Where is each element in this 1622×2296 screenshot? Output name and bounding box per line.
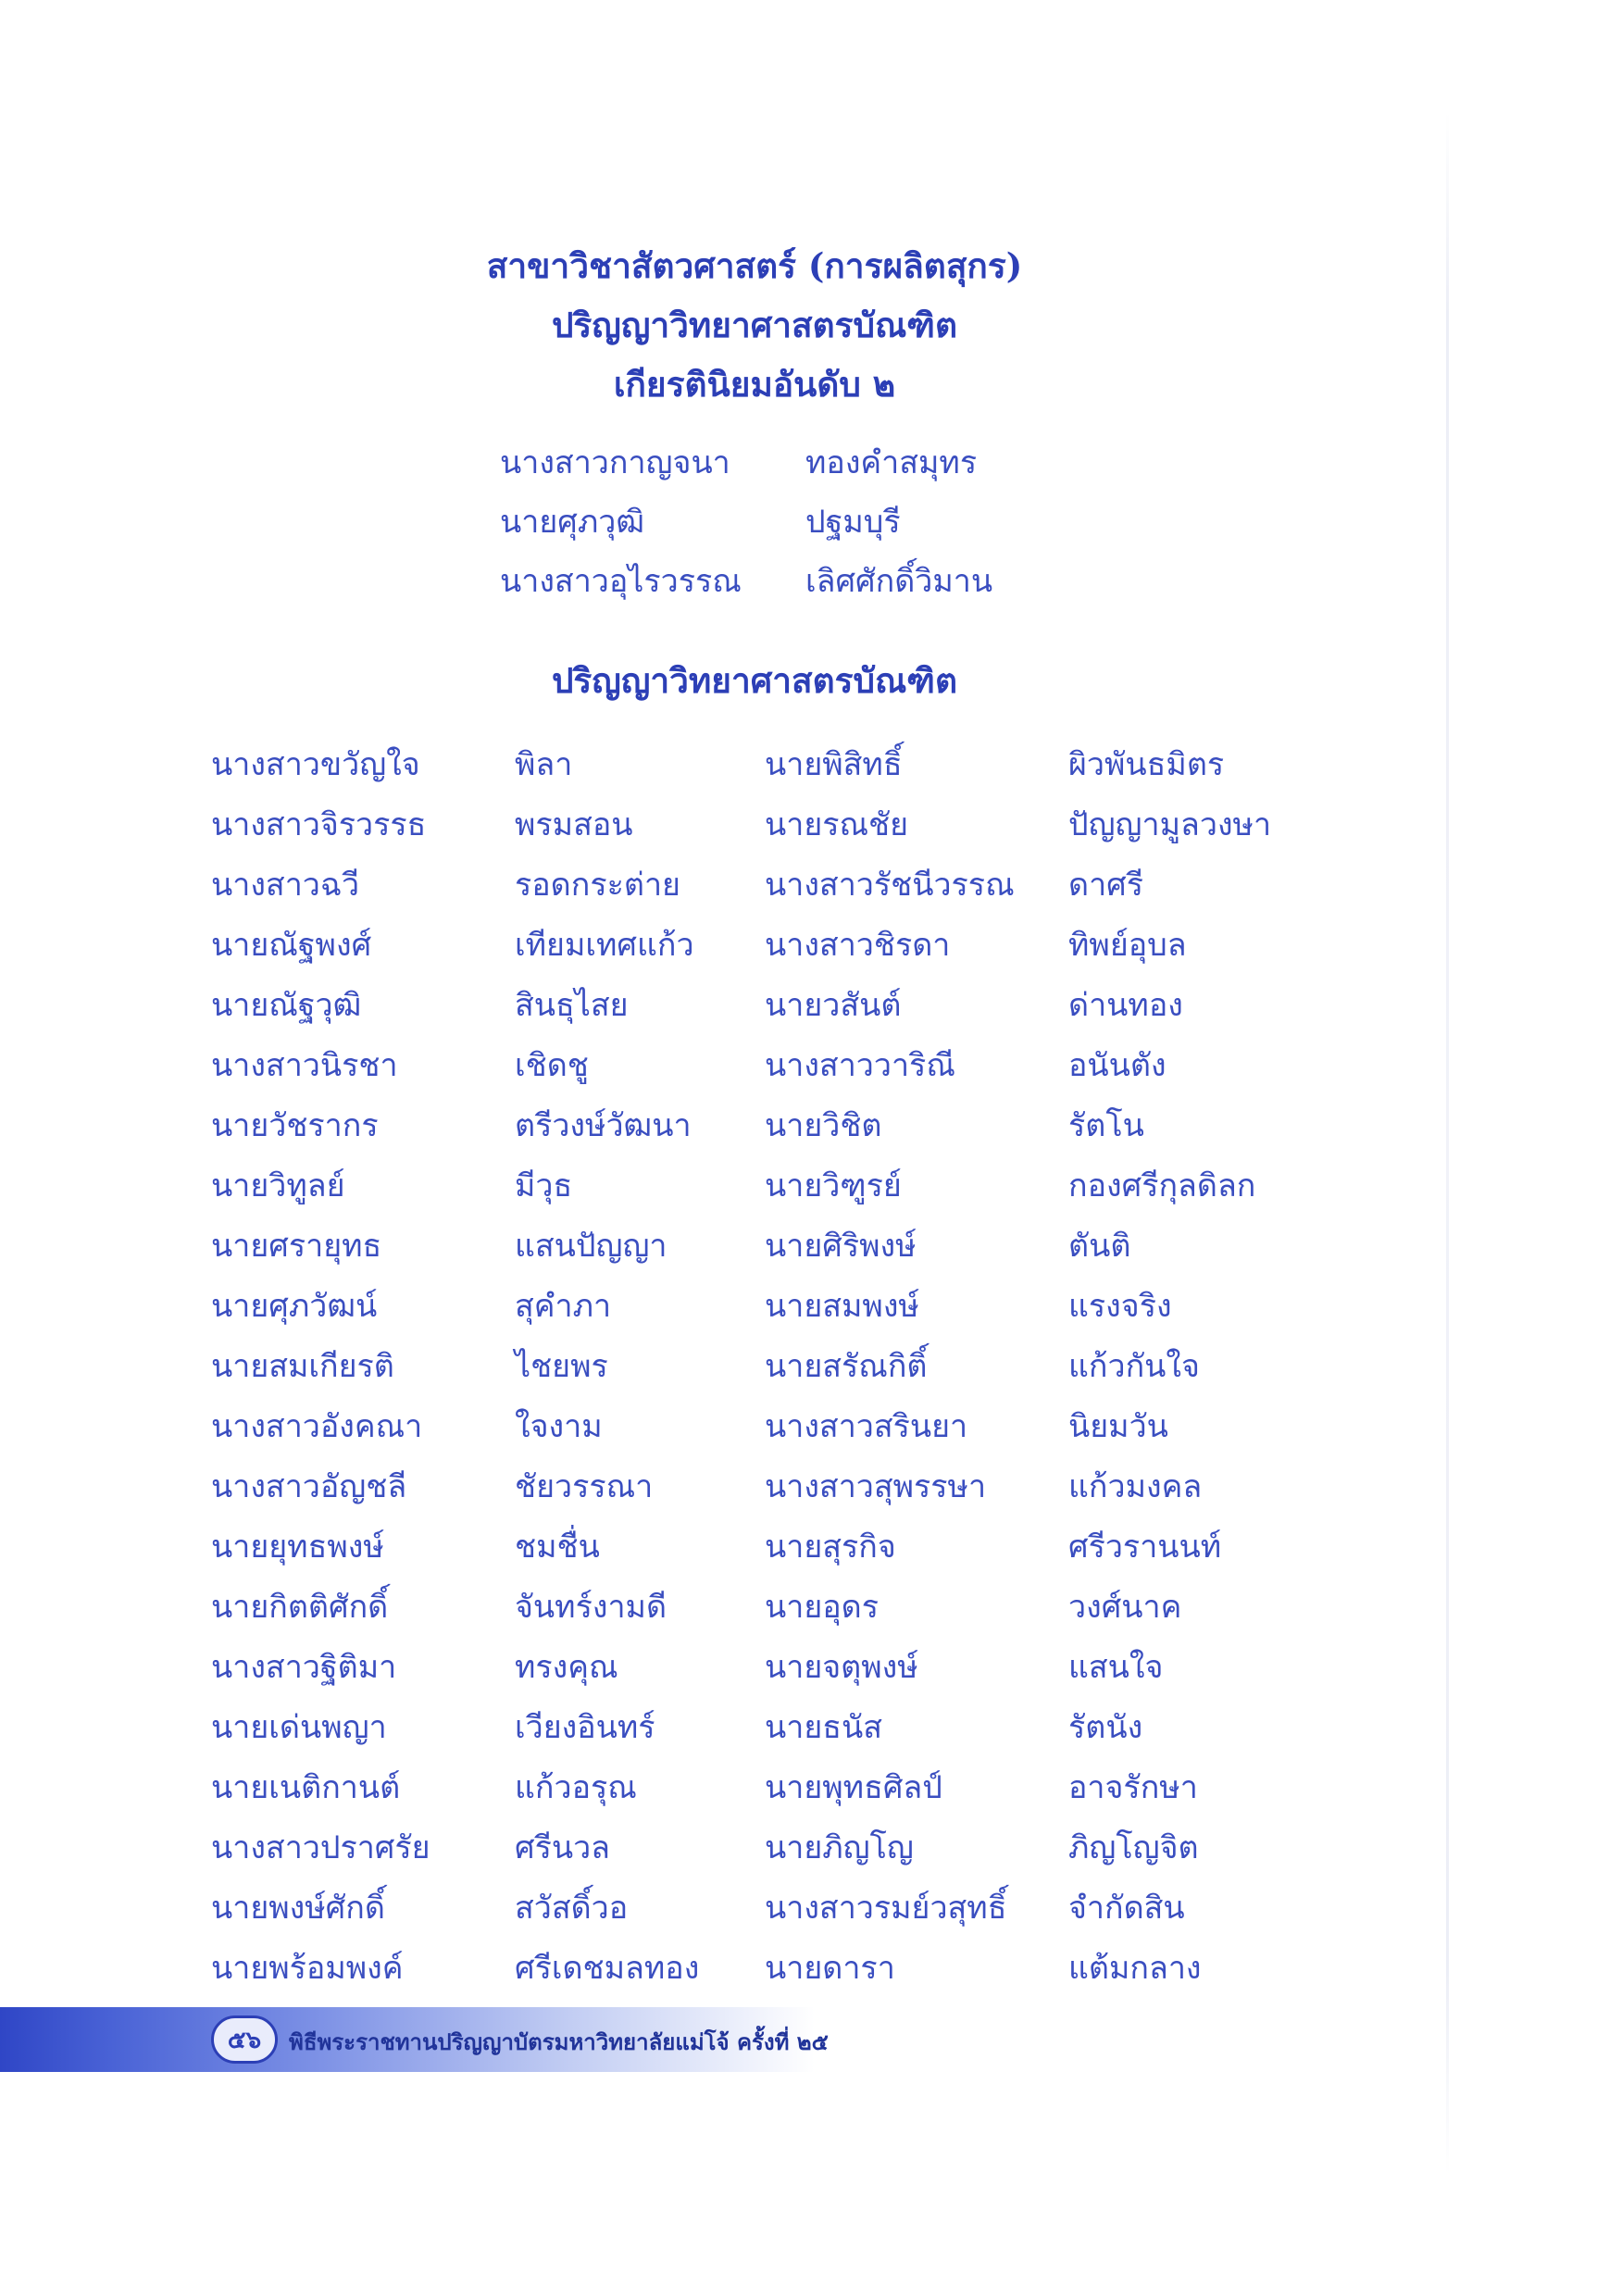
graduate-last-name: รอดกระต่าย (515, 867, 680, 904)
honor-heading: เกียรตินิยมอันดับ ๒ (613, 364, 896, 405)
graduate-first-name: นางสาวขวัญใจ (211, 746, 420, 783)
graduate-last-name: ทรงคุณ (515, 1649, 618, 1686)
graduate-first-name: นางสาวจิรวรรธ (211, 806, 427, 843)
graduate-list-right (765, 735, 1283, 1999)
graduate-row (765, 976, 1283, 1036)
graduate-last-name: พิลา (515, 746, 573, 783)
graduate-row (211, 1638, 730, 1698)
graduate-row (211, 1397, 730, 1457)
graduate-last-name: แก้วมงคล (1068, 1468, 1203, 1505)
graduate-last-name: เชิดชู (515, 1047, 589, 1084)
graduate-last-name: รัตโน (1068, 1107, 1144, 1144)
graduate-row (765, 916, 1283, 976)
graduate-last-name: ปัญญามูลวงษา (1068, 806, 1272, 843)
graduate-first-name: นายสุรกิจ (765, 1529, 896, 1566)
graduate-row (765, 1096, 1283, 1156)
graduate-first-name: นายสมเกียรติ (211, 1348, 394, 1385)
graduate-row (211, 1277, 730, 1337)
graduate-first-name: นายวิฑูรย์ (765, 1167, 902, 1204)
graduate-row (211, 1036, 730, 1096)
graduate-row (500, 433, 1055, 493)
graduate-row (765, 1939, 1283, 1999)
graduate-last-name: แสนใจ (1068, 1649, 1164, 1686)
graduate-first-name: นายวิชิต (765, 1107, 882, 1144)
major-heading: สาขาวิชาสัตวศาสตร์ (การผลิตสุกร) (486, 245, 1023, 286)
graduate-last-name: ผิวพันธมิตร (1068, 746, 1225, 783)
graduate-first-name: นายเนติกานต์ (211, 1769, 401, 1806)
graduate-last-name: ทิพย์อุบล (1068, 927, 1187, 964)
graduate-row (211, 795, 730, 855)
graduate-row (211, 976, 730, 1036)
graduate-first-name: นางสาวอังคณา (211, 1408, 423, 1445)
graduate-first-name: นายศุภวัฒน์ (211, 1288, 378, 1325)
honor-graduate-list (500, 433, 1055, 611)
graduate-row (211, 1096, 730, 1156)
graduate-first-name: นายภิญโญ (765, 1829, 914, 1866)
graduate-row (211, 1939, 730, 1999)
graduate-row (765, 1638, 1283, 1698)
graduate-first-name: นายสมพงษ์ (765, 1288, 919, 1325)
graduate-row (211, 855, 730, 916)
graduate-last-name: ศรีเดชมลทอง (515, 1950, 700, 1987)
graduate-first-name: นายพุทธศิลป์ (765, 1769, 942, 1806)
graduate-row (765, 1457, 1283, 1517)
graduate-first-name: นางสาวชิรดา (765, 927, 951, 964)
graduate-first-name: นายวิทูลย์ (211, 1167, 345, 1204)
graduate-last-name: เวียงอินทร์ (515, 1709, 655, 1746)
graduate-last-name: วงศ์นาค (1068, 1589, 1182, 1626)
graduate-first-name: นางสาวสุพรรษา (765, 1468, 987, 1505)
graduate-row (211, 916, 730, 976)
page-edge-shadow (1446, 111, 1449, 2176)
graduate-row (211, 1878, 730, 1939)
graduate-first-name: นางสาวนิรชา (211, 1047, 398, 1084)
graduate-last-name: ดาศรี (1068, 867, 1144, 904)
graduate-row (765, 1698, 1283, 1758)
graduate-first-name: นางสาวฐิติมา (211, 1649, 397, 1686)
graduate-last-name: ใจงาม (515, 1408, 603, 1445)
graduate-last-name: ตรีวงษ์วัฒนา (515, 1107, 692, 1144)
graduate-first-name: นายพงษ์ศักดิ์ (211, 1890, 385, 1927)
graduate-last-name: ไชยพร (515, 1348, 608, 1385)
graduate-last-name: สุคำภา (515, 1288, 612, 1325)
graduate-first-name: นายดารา (765, 1950, 895, 1987)
graduate-row (765, 735, 1283, 795)
graduate-first-name: นายศุภวุฒิ (500, 504, 645, 541)
graduate-first-name: นายพิสิทธิ์ (765, 746, 903, 783)
graduate-last-name: ชมชื่น (515, 1529, 600, 1566)
footer-caption: พิธีพระราชทานปริญญาบัตรมหาวิทยาลัยแม่โจ้ ครั้งที่ ๒๕ (289, 2028, 829, 2055)
graduate-first-name: นายสรัณกิติ์ (765, 1348, 928, 1385)
graduate-row (211, 1578, 730, 1638)
graduate-first-name: นายกิตติศักดิ์ (211, 1589, 389, 1626)
graduate-last-name: นิยมวัน (1068, 1408, 1168, 1445)
graduate-row (765, 1217, 1283, 1277)
graduate-row (765, 1337, 1283, 1397)
graduate-row (765, 1156, 1283, 1217)
graduate-first-name: นางสาวรัชนีวรรณ (765, 867, 1015, 904)
graduate-last-name: จำกัดสิน (1068, 1890, 1185, 1927)
graduate-row (765, 795, 1283, 855)
graduate-last-name: ศรีนวล (515, 1829, 611, 1866)
graduate-last-name: แสนปัญญา (515, 1228, 668, 1265)
graduate-first-name: นางสาวอุไรวรรณ (500, 563, 742, 600)
graduate-first-name: นางสาวสรินยา (765, 1408, 968, 1445)
graduate-first-name: นายยุทธพงษ์ (211, 1529, 384, 1566)
graduate-row (211, 1156, 730, 1217)
degree-heading: ปริญญาวิทยาศาสตรบัณฑิต (551, 660, 958, 701)
graduate-row (765, 1517, 1283, 1578)
graduate-row (211, 735, 730, 795)
graduate-first-name: นายจตุพงษ์ (765, 1649, 918, 1686)
graduate-last-name: ศรีวรานนท์ (1068, 1529, 1222, 1566)
graduate-last-name: ทองคำสมุทร (805, 444, 978, 481)
degree-heading-honors: ปริญญาวิทยาศาสตรบัณฑิต (551, 305, 958, 345)
graduate-row (211, 1758, 730, 1818)
graduate-first-name: นายอุดร (765, 1589, 880, 1626)
graduate-first-name: นายศรายุทธ (211, 1228, 382, 1265)
graduate-first-name: นางสาวรมย์วสุทธิ์ (765, 1890, 1007, 1927)
graduate-first-name: นายณัฐวุฒิ (211, 987, 362, 1024)
graduate-row (211, 1517, 730, 1578)
graduate-first-name: นายวัชรากร (211, 1107, 379, 1144)
graduate-row (211, 1217, 730, 1277)
graduate-last-name: แต้มกลาง (1068, 1950, 1202, 1987)
graduate-row (211, 1698, 730, 1758)
graduate-last-name: มีวุธ (515, 1167, 573, 1204)
graduate-last-name: อาจรักษา (1068, 1769, 1198, 1806)
graduate-last-name: ชัยวรรณา (515, 1468, 654, 1505)
graduate-first-name: นายศิริพงษ์ (765, 1228, 917, 1265)
graduate-last-name: เลิศศักดิ์วิมาน (805, 563, 993, 600)
graduate-first-name: นางสาววาริณี (765, 1047, 955, 1084)
graduate-last-name: จันทร์งามดี (515, 1589, 668, 1626)
graduate-row (765, 1878, 1283, 1939)
graduate-row (211, 1337, 730, 1397)
graduate-last-name: สินธุไสย (515, 987, 629, 1024)
page-number-badge: ๕๖ (211, 2015, 278, 2064)
graduate-last-name: แก้วกันใจ (1068, 1348, 1200, 1385)
graduate-last-name: ปฐมบุรี (805, 504, 901, 541)
graduate-last-name: เทียมเทศแก้ว (515, 927, 694, 964)
graduate-row (500, 493, 1055, 552)
graduate-last-name: แรงจริง (1068, 1288, 1172, 1325)
graduate-first-name: นายรณชัย (765, 806, 909, 843)
graduate-list-left (211, 735, 730, 1999)
graduate-last-name: กองศรีกุลดิลก (1068, 1167, 1256, 1204)
graduate-first-name: นายพร้อมพงค์ (211, 1950, 404, 1987)
graduate-first-name: นายธนัส (765, 1709, 883, 1746)
graduate-last-name: ด่านทอง (1068, 987, 1183, 1024)
graduate-last-name: ภิญโญจิต (1068, 1829, 1199, 1866)
graduate-last-name: สวัสดิ์วอ (515, 1890, 629, 1927)
graduate-first-name: นางสาวอัญชลี (211, 1468, 407, 1505)
graduate-last-name: รัตนัง (1068, 1709, 1143, 1746)
graduate-last-name: ตันติ (1068, 1228, 1131, 1265)
graduate-row (765, 1036, 1283, 1096)
graduate-first-name: นายวสันต์ (765, 987, 902, 1024)
graduate-row (765, 1818, 1283, 1878)
graduate-first-name: นายณัฐพงศ์ (211, 927, 372, 964)
graduate-row (765, 1277, 1283, 1337)
graduate-last-name: อนันตัง (1068, 1047, 1167, 1084)
graduate-row (211, 1457, 730, 1517)
graduate-first-name: นางสาวปราศรัย (211, 1829, 430, 1866)
graduate-row (765, 1578, 1283, 1638)
graduate-last-name: พรมสอน (515, 806, 633, 843)
graduate-last-name: แก้วอรุณ (515, 1769, 637, 1806)
graduate-first-name: นางสาวฉวี (211, 867, 360, 904)
graduate-row (765, 1758, 1283, 1818)
graduate-row (211, 1818, 730, 1878)
graduate-row (500, 552, 1055, 611)
graduate-row (765, 855, 1283, 916)
graduate-first-name: นางสาวกาญจนา (500, 444, 730, 481)
graduate-row (765, 1397, 1283, 1457)
graduate-first-name: นายเด่นพญา (211, 1709, 387, 1746)
